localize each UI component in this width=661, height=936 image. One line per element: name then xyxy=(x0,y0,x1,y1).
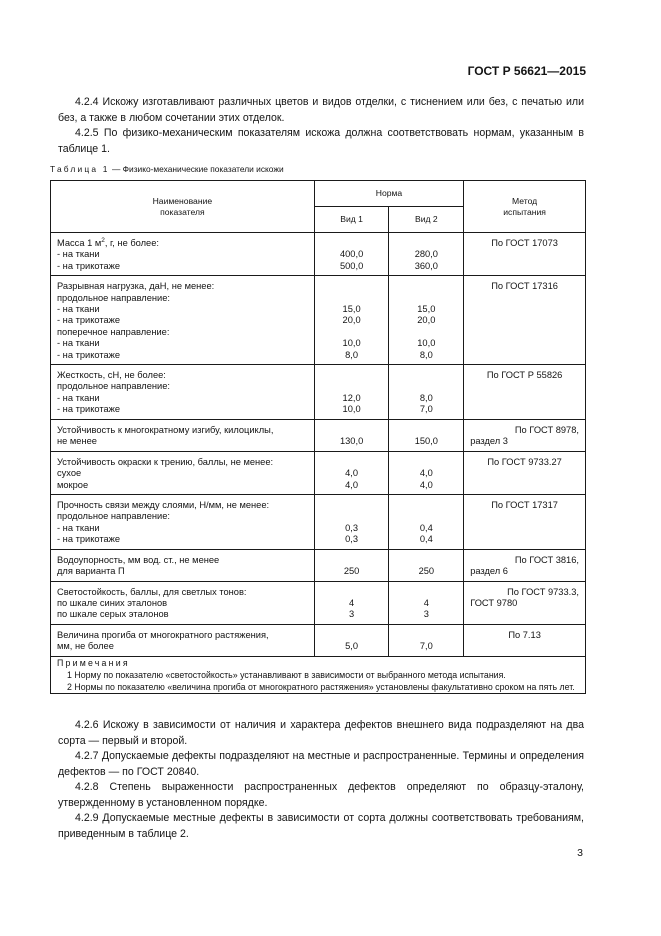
indicator-name-cell-line: по шкале синих эталонов xyxy=(57,597,168,608)
kind-1-value-cell xyxy=(314,365,389,420)
indicator-name-cell-line: Величина прогиба от многократного растяжения, xyxy=(57,629,269,640)
kind-1-value-cell-line: 15,0 xyxy=(342,304,361,315)
indicator-name-cell-line: сухое xyxy=(57,468,82,479)
note-2: 2 Нормы по показателю «величина прогиба от многократного растяжения» установлены факультативно сроком на пять лет. xyxy=(67,681,575,692)
indicator-name-cell-line: мокрое xyxy=(57,479,89,490)
kind-2-value-cell-line: 7,0 xyxy=(419,641,433,652)
kind-2-value-cell-line xyxy=(395,555,457,566)
kind-2-value-cell-line: 150,0 xyxy=(414,436,438,447)
indicator-name-cell-line: Разрывная нагрузка, даН, не менее: xyxy=(57,281,215,292)
indicator-name-cell-line: поперечное направление: xyxy=(57,326,170,337)
indicator-name-cell-line: Устойчивость к многократному изгибу, килоциклы, xyxy=(57,424,274,435)
test-method-cell-line: По ГОСТ 9733.27 xyxy=(487,456,562,467)
indicator-name-cell-line: Светостойкость, баллы, для светлых тонов: xyxy=(57,586,247,597)
table-row xyxy=(51,549,586,581)
kind-1-value-cell xyxy=(314,276,389,365)
indicator-name-cell xyxy=(51,419,315,451)
kind-2-value-cell xyxy=(389,624,464,656)
test-method-cell xyxy=(464,233,586,276)
paragraph-4-2-7: 4.2.7 Допускаемые дефекты подразделяют на местные и распространенные. Термины и определения дефектов — по ГОСТ 20840. xyxy=(58,750,584,778)
kind-2-value-cell-line xyxy=(395,457,457,468)
kind-2-value-cell-line: 4 xyxy=(423,597,429,608)
test-method-cell xyxy=(464,276,586,365)
kind-2-value-cell-line xyxy=(395,500,457,511)
indicator-name-cell-line: - на трикотаже xyxy=(57,260,121,271)
indicator-name-cell xyxy=(51,451,315,494)
kind-1-value-cell-line xyxy=(321,630,383,641)
kind-1-value-cell xyxy=(314,494,389,549)
kind-1-value-cell-line xyxy=(321,511,383,522)
indicator-name-cell xyxy=(51,494,315,549)
kind-2-value-cell xyxy=(389,549,464,581)
indicator-name-cell xyxy=(51,276,315,365)
paragraph-4-2-5: 4.2.5 По физико-механическим показателям искожа должна соответствовать нормам, указанным в таблице 1. xyxy=(58,127,584,155)
notes-title: Примечания xyxy=(57,657,130,668)
indicator-name-cell-line: - на трикотаже xyxy=(57,404,121,415)
kind-2-value-cell xyxy=(389,276,464,365)
table-row xyxy=(51,233,586,276)
test-method-cell-line: По ГОСТ 17073 xyxy=(491,238,558,248)
kind-1-value-cell-line: 12,0 xyxy=(342,392,361,403)
kind-2-value-cell-line: 7,0 xyxy=(419,404,433,415)
test-method-cell-line: По ГОСТ 9733.3, xyxy=(507,586,579,597)
table-row xyxy=(51,624,586,656)
document-code: ГОСТ Р 56621—2015 xyxy=(467,64,586,78)
kind-1-value-cell-line xyxy=(321,381,383,392)
table-caption xyxy=(50,164,284,174)
test-method-cell xyxy=(464,549,586,581)
indicator-name-cell-line: - на ткани xyxy=(57,249,100,260)
kind-2-value-cell-line: 250 xyxy=(418,565,435,576)
indicator-name-cell-line: - на трикотаже xyxy=(57,349,121,360)
indicator-name-cell-line: для варианта П xyxy=(57,565,125,576)
kind-1-value-cell-line: 8,0 xyxy=(345,349,359,360)
indicator-name-cell-line: - на трикотаже xyxy=(57,315,121,326)
kind-1-value-cell-line: 3 xyxy=(349,609,355,620)
kind-1-value-cell-line: 4 xyxy=(349,597,355,608)
kind-1-value-cell xyxy=(314,581,389,624)
kind-1-value-cell-line: 20,0 xyxy=(342,315,361,326)
test-method-cell-line: По ГОСТ Р 55826 xyxy=(486,370,563,381)
kind-2-value-cell-line: 20,0 xyxy=(417,315,436,326)
indicator-name-cell-line: Жесткость, сН, не более: xyxy=(57,370,166,381)
indicator-name-cell-line: Масса 1 $м^2$, г, не более: xyxy=(57,236,159,248)
kind-2-value-cell-line: 360,0 xyxy=(414,260,438,271)
kind-1-value-cell-line: 130,0 xyxy=(339,436,364,447)
header-kind-1: Вид 1 xyxy=(314,207,389,233)
kind-2-value-cell-line: 8,0 xyxy=(419,392,433,403)
table-caption-title: — Физико-механические показатели искожи xyxy=(109,164,284,174)
header-kind-2: Вид 2 xyxy=(389,207,464,233)
test-method-cell xyxy=(464,624,586,656)
indicator-name-cell-line: мм, не более xyxy=(57,641,114,652)
kind-1-value-cell-line xyxy=(321,500,383,511)
indicator-name-cell-line: Водоупорность, мм вод. ст., не менее xyxy=(57,554,220,565)
kind-2-value-cell-line: 0,4 xyxy=(419,534,433,545)
kind-2-value-cell-line xyxy=(395,370,457,381)
table-row xyxy=(51,419,586,451)
kind-1-value-cell xyxy=(314,419,389,451)
kind-1-value-cell-line: 500,0 xyxy=(339,260,364,271)
superscript: 2 xyxy=(101,236,105,244)
kind-2-value-cell-line: 15,0 xyxy=(417,304,436,315)
indicator-name-cell-line: - на ткани xyxy=(57,392,100,403)
indicator-name-cell-line: Устойчивость окраски к трению, баллы, не менее: xyxy=(57,456,274,467)
kind-2-value-cell xyxy=(389,494,464,549)
kind-2-value-cell xyxy=(389,419,464,451)
kind-2-value-cell-line xyxy=(395,281,457,292)
kind-1-value-cell-line xyxy=(321,425,383,436)
kind-2-value-cell-line xyxy=(395,425,457,436)
kind-1-value-cell-line xyxy=(321,370,383,381)
kind-2-value-cell-line: 10,0 xyxy=(417,338,436,349)
kind-1-value-cell-line xyxy=(321,293,383,304)
kind-2-value-cell xyxy=(389,365,464,420)
table-row xyxy=(51,276,586,365)
indicator-name-cell-line: продольное направление: xyxy=(57,292,170,303)
test-method-cell-line: раздел 3 xyxy=(470,436,508,447)
kind-2-value-cell-line xyxy=(395,327,457,338)
indicator-name-cell xyxy=(51,624,315,656)
table-row xyxy=(51,494,586,549)
kind-1-value-cell-line: 250 xyxy=(343,565,360,576)
test-method-cell-line: По ГОСТ 17317 xyxy=(491,499,558,510)
table-row xyxy=(51,365,586,420)
kind-2-value-cell-line: 4,0 xyxy=(419,468,433,479)
kind-2-value-cell-line: 280,0 xyxy=(414,249,438,260)
kind-2-value-cell-line: 4,0 xyxy=(419,479,433,490)
indicator-name-cell xyxy=(51,581,315,624)
kind-1-value-cell-line xyxy=(321,327,383,338)
table-caption-label: Таблица 1 xyxy=(50,164,110,174)
test-method-cell xyxy=(464,419,586,451)
kind-1-value-cell-line: 5,0 xyxy=(345,641,359,652)
indicator-name-cell xyxy=(51,233,315,276)
table-notes xyxy=(51,656,586,693)
test-method-cell xyxy=(464,494,586,549)
indicator-name-cell-line: Прочность связи между слоями, Н/мм, не менее: xyxy=(57,499,270,510)
indicator-name-cell xyxy=(51,365,315,420)
table-row xyxy=(51,581,586,624)
kind-2-value-cell-line xyxy=(395,587,457,598)
kind-2-value-cell xyxy=(389,581,464,624)
kind-2-value-cell-line xyxy=(395,511,457,522)
kind-1-value-cell-line xyxy=(321,457,383,468)
test-method-cell-line: раздел 6 xyxy=(470,565,508,576)
kind-2-value-cell xyxy=(389,451,464,494)
kind-2-value-cell-line xyxy=(395,381,457,392)
indicator-name-cell-line: по шкале серых эталонов xyxy=(57,609,169,620)
kind-2-value-cell-line: 3 xyxy=(423,609,429,620)
kind-1-value-cell-line: 400,0 xyxy=(339,249,364,260)
test-method-cell-line: ГОСТ 9780 xyxy=(470,597,518,608)
kind-1-value-cell-line: 4,0 xyxy=(345,468,359,479)
test-method-cell-line: По ГОСТ 17316 xyxy=(491,281,558,292)
kind-1-value-cell xyxy=(314,549,389,581)
kind-1-value-cell-line: 4,0 xyxy=(345,479,359,490)
indicator-name-cell-line: продольное направление: xyxy=(57,381,170,392)
test-method-cell xyxy=(464,365,586,420)
kind-1-value-cell-line xyxy=(321,238,383,249)
indicator-name-cell xyxy=(51,549,315,581)
kind-2-value-cell xyxy=(389,233,464,276)
header-test-method: Метод испытания xyxy=(464,181,586,233)
kind-1-value-cell xyxy=(314,624,389,656)
indicator-name-cell-line: не менее xyxy=(57,436,97,447)
properties-table xyxy=(50,180,586,694)
note-1: 1 Норму по показателю «светостойкость» устанавливают в зависимости от выбранного метода испытания. xyxy=(67,669,506,680)
indicator-name-cell-line: - на ткани xyxy=(57,522,100,533)
header-norm: Норма xyxy=(314,181,463,207)
kind-1-value-cell-line: 10,0 xyxy=(342,338,361,349)
test-method-cell xyxy=(464,581,586,624)
kind-1-value-cell-line xyxy=(321,555,383,566)
paragraph-4-2-9: 4.2.9 Допускаемые местные дефекты в зависимости от сорта должны соответствовать требованиям, приведенным в таблице 2. xyxy=(58,812,584,840)
test-method-cell-line: По ГОСТ 3816, xyxy=(514,554,579,565)
kind-1-value-cell-line xyxy=(321,281,383,292)
kind-2-value-cell-line xyxy=(395,238,457,249)
test-method-cell-line: По ГОСТ 8978, xyxy=(514,424,579,435)
paragraph-4-2-8: 4.2.8 Степень выраженности распространенных дефектов определяют по образцу-эталону, утвержденному в установленном порядке. xyxy=(58,781,584,809)
header-indicator-name: Наименование показателя xyxy=(51,181,315,233)
paragraph-4-2-6: 4.2.6 Искожу в зависимости от наличия и характера дефектов внешнего вида подразделяют на два сорта — первый и второй. xyxy=(58,719,584,747)
kind-1-value-cell-line xyxy=(321,587,383,598)
kind-2-value-cell-line xyxy=(395,630,457,641)
indicator-name-cell-line: продольное направление: xyxy=(57,511,170,522)
kind-1-value-cell xyxy=(314,451,389,494)
table-row xyxy=(51,451,586,494)
kind-2-value-cell-line: 0,4 xyxy=(419,522,433,533)
test-method-cell xyxy=(464,451,586,494)
paragraph-4-2-4: 4.2.4 Искожу изготавливают различных цветов и видов отделки, с тиснением или без, с печатью или без, а также в любом сочетании этих отделок. xyxy=(58,96,584,124)
page-number: 3 xyxy=(577,847,583,859)
kind-2-value-cell-line xyxy=(395,293,457,304)
indicator-name-cell-line: - на ткани xyxy=(57,338,100,349)
kind-1-value-cell xyxy=(314,233,389,276)
indicator-name-cell-line: - на трикотаже xyxy=(57,534,121,545)
indicator-name-cell-line: - на ткани xyxy=(57,304,100,315)
kind-1-value-cell-line: 0,3 xyxy=(345,534,359,545)
test-method-cell-line: По 7.13 xyxy=(508,629,541,640)
kind-2-value-cell-line: 8,0 xyxy=(419,349,433,360)
kind-1-value-cell-line: 0,3 xyxy=(345,522,359,533)
kind-1-value-cell-line: 10,0 xyxy=(342,404,361,415)
